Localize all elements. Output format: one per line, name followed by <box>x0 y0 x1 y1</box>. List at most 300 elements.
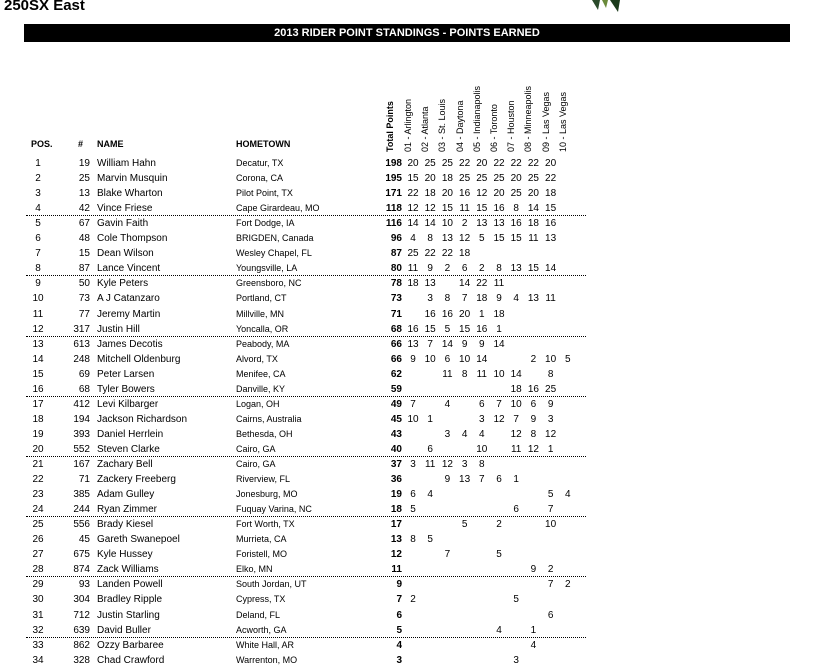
race-points-3: 4 <box>444 398 451 410</box>
race-points-4: 12 <box>459 233 471 245</box>
race-points-2: 22 <box>424 248 436 260</box>
race-points-3: 16 <box>441 308 453 320</box>
rider-name: Ryan Zimmer <box>97 504 158 516</box>
rider-total-points: 40 <box>390 443 402 455</box>
race-points-6: 25 <box>493 173 505 185</box>
race-points-4: 16 <box>459 188 471 200</box>
rider-hometown: Wesley Chapel, FL <box>236 248 312 259</box>
race-points-9: 22 <box>545 173 557 185</box>
table-row <box>0 442 814 457</box>
rider-hometown: Yoncalla, OR <box>236 323 289 334</box>
rider-total-points: 80 <box>390 263 402 275</box>
rider-number: 73 <box>78 293 90 305</box>
race-points-7: 22 <box>510 158 522 169</box>
race-points-9: 18 <box>545 188 557 200</box>
race-points-7: 8 <box>513 203 519 215</box>
race-points-2: 25 <box>424 158 436 169</box>
race-points-5: 22 <box>476 278 488 290</box>
race-points-2: 7 <box>427 338 433 350</box>
race-points-9: 14 <box>545 263 557 275</box>
rider-total-points: 11 <box>391 564 402 576</box>
race-points-6: 22 <box>493 158 505 169</box>
col-head-race-6: 06 - Toronto <box>489 104 499 152</box>
race-points-3: 13 <box>441 233 453 245</box>
rider-hometown: Elko, MN <box>236 564 273 575</box>
race-points-7: 5 <box>513 594 519 606</box>
rider-name: Zack Williams <box>97 564 159 576</box>
race-points-4: 3 <box>461 459 468 470</box>
race-points-2: 9 <box>427 263 433 275</box>
race-points-2: 12 <box>424 203 436 215</box>
table-row <box>0 337 814 352</box>
race-points-3: 6 <box>444 353 451 365</box>
rider-name: Bradley Ripple <box>97 594 163 606</box>
col-head-race-3: 03 - St. Louis <box>437 98 448 152</box>
table-row <box>0 367 814 382</box>
race-points-6: 16 <box>493 203 505 215</box>
race-points-5: 10 <box>476 443 488 455</box>
race-points-6: 2 <box>496 519 502 531</box>
race-points-1: 9 <box>410 353 416 365</box>
table-row <box>0 246 814 261</box>
table-row <box>0 397 814 412</box>
race-points-4: 20 <box>459 308 471 320</box>
race-points-4: 9 <box>461 338 468 350</box>
race-points-2: 20 <box>424 173 436 185</box>
rider-number: 248 <box>73 353 90 365</box>
col-head-race-9: 09 - Las Vegas <box>540 91 551 152</box>
rider-name: William Hahn <box>97 158 156 169</box>
rider-name: Ozzy Barbaree <box>97 639 164 651</box>
rider-number: 19 <box>78 158 90 169</box>
race-points-2: 14 <box>424 218 436 230</box>
rider-number: 45 <box>78 534 90 546</box>
table-row <box>0 608 814 623</box>
table-row <box>0 638 814 653</box>
rider-name: Kyle Hussey <box>97 549 153 561</box>
rider-name: Dean Wilson <box>97 248 154 260</box>
race-points-4: 13 <box>459 474 471 486</box>
rider-total-points: 118 <box>385 203 402 215</box>
race-points-5: 14 <box>476 353 488 365</box>
rider-number: 675 <box>73 549 90 561</box>
rider-position: 34 <box>32 654 44 666</box>
table-row <box>0 502 814 517</box>
race-points-8: 2 <box>530 353 537 365</box>
race-points-5: 18 <box>476 293 488 305</box>
rider-total-points: 195 <box>385 173 402 185</box>
race-points-9: 5 <box>547 489 554 501</box>
rider-number: 25 <box>78 173 90 185</box>
rider-total-points: 198 <box>385 158 402 169</box>
rider-hometown: Cape Girardeau, MO <box>236 203 320 214</box>
race-points-1: 25 <box>407 248 419 260</box>
rider-number: 15 <box>78 248 90 260</box>
race-points-6: 5 <box>496 549 502 561</box>
rider-number: 13 <box>78 188 90 200</box>
race-points-3: 20 <box>441 188 453 200</box>
rider-name: Gareth Swanepoel <box>97 534 180 546</box>
race-points-1: 12 <box>407 203 419 215</box>
rider-name: Chad Crawford <box>97 654 165 666</box>
race-points-8: 6 <box>530 398 537 410</box>
col-head-race-2: 02 - Atlanta <box>420 106 431 152</box>
rider-hometown: Warrenton, MO <box>236 654 298 665</box>
rider-hometown: Fort Dodge, IA <box>236 218 295 229</box>
rider-total-points: 36 <box>390 474 402 486</box>
rider-hometown: Murrieta, CA <box>236 534 287 545</box>
race-points-2: 11 <box>424 459 436 470</box>
rider-hometown: Cypress, TX <box>236 594 286 605</box>
race-points-7: 12 <box>510 428 522 440</box>
race-points-2: 8 <box>427 233 433 245</box>
rider-position: 7 <box>35 248 41 260</box>
race-points-9: 1 <box>547 443 554 455</box>
race-points-9: 10 <box>545 353 557 365</box>
race-points-9: 20 <box>545 158 557 169</box>
table-row <box>0 216 814 231</box>
standings-banner: 2013 RIDER POINT STANDINGS - POINTS EARNED <box>24 24 790 42</box>
race-points-9: 3 <box>547 413 554 425</box>
race-points-2: 1 <box>427 413 433 425</box>
rider-number: 874 <box>73 564 90 576</box>
race-points-7: 7 <box>513 413 519 425</box>
table-row <box>0 156 814 171</box>
race-points-7: 10 <box>510 398 522 410</box>
rider-number: 93 <box>78 579 90 591</box>
race-points-4: 18 <box>459 248 471 260</box>
rider-name: Marvin Musquin <box>97 173 168 185</box>
race-points-7: 16 <box>510 218 522 230</box>
rider-position: 24 <box>32 504 44 516</box>
rider-total-points: 96 <box>390 233 402 245</box>
race-points-7: 13 <box>510 263 522 275</box>
race-points-6: 12 <box>493 413 505 425</box>
rider-number: 412 <box>73 398 90 410</box>
rider-name: Jeremy Martin <box>97 308 161 320</box>
rider-total-points: 171 <box>385 188 402 200</box>
rider-name: Zackery Freeberg <box>97 474 176 486</box>
race-points-3: 11 <box>442 368 453 380</box>
rider-hometown: Peabody, MA <box>236 338 290 349</box>
rider-total-points: 13 <box>390 534 402 546</box>
rider-hometown: Jonesburg, MO <box>236 489 298 500</box>
table-row <box>0 382 814 397</box>
rider-number: 552 <box>73 443 90 455</box>
race-points-2: 13 <box>424 278 436 290</box>
race-points-5: 3 <box>479 413 485 425</box>
rider-position: 9 <box>35 278 41 290</box>
race-points-2: 10 <box>424 353 436 365</box>
race-points-10: 2 <box>565 579 571 591</box>
race-points-6: 1 <box>496 323 502 335</box>
race-points-9: 16 <box>545 218 557 230</box>
race-points-4: 2 <box>461 218 468 230</box>
rider-hometown: Decatur, TX <box>236 158 284 168</box>
race-points-7: 1 <box>513 474 519 486</box>
race-points-4: 5 <box>461 519 468 531</box>
race-points-6: 10 <box>493 368 505 380</box>
table-row <box>0 472 814 487</box>
table-row <box>0 171 814 186</box>
race-points-3: 9 <box>444 474 451 486</box>
race-points-1: 8 <box>410 534 416 546</box>
table-row <box>0 276 814 291</box>
race-points-8: 15 <box>527 263 539 275</box>
rider-hometown: Fuquay Varina, NC <box>236 504 312 515</box>
rider-position: 5 <box>35 218 41 230</box>
race-points-8: 4 <box>530 639 537 651</box>
race-points-4: 8 <box>461 368 468 380</box>
rider-position: 2 <box>35 173 41 185</box>
rider-hometown: Logan, OH <box>236 398 280 409</box>
race-points-9: 13 <box>545 233 557 245</box>
table-row <box>0 577 814 592</box>
rider-number: 328 <box>73 654 90 666</box>
race-points-5: 9 <box>479 338 485 350</box>
rider-number: 48 <box>78 233 90 245</box>
race-points-9: 25 <box>545 383 557 395</box>
rider-position: 6 <box>35 233 41 245</box>
race-points-9: 8 <box>547 368 554 380</box>
race-points-5: 20 <box>476 158 488 169</box>
race-points-8: 9 <box>530 413 537 425</box>
race-points-7: 3 <box>513 654 519 666</box>
race-points-5: 5 <box>479 233 485 245</box>
race-points-6: 13 <box>493 218 505 230</box>
logo-graphic <box>588 0 628 12</box>
rider-position: 4 <box>35 203 41 215</box>
race-points-1: 14 <box>407 218 419 230</box>
race-points-4: 15 <box>459 323 471 335</box>
rider-name: Justin Hill <box>97 323 140 335</box>
rider-number: 167 <box>73 459 90 470</box>
race-points-6: 20 <box>493 188 505 200</box>
rider-total-points: 87 <box>390 248 402 260</box>
race-points-3: 8 <box>444 293 451 305</box>
rider-hometown: Cairo, GA <box>236 443 276 454</box>
rider-hometown: Riverview, FL <box>236 474 291 485</box>
rider-number: 556 <box>73 519 90 531</box>
rider-position: 30 <box>32 594 44 606</box>
rider-position: 27 <box>32 549 44 561</box>
race-points-9: 15 <box>545 203 557 215</box>
race-points-1: 4 <box>410 233 416 245</box>
rider-hometown: Fort Worth, TX <box>236 519 295 530</box>
race-points-8: 16 <box>527 383 539 395</box>
table-row <box>0 186 814 201</box>
rider-name: Levi Kilbarger <box>97 398 159 410</box>
rider-number: 194 <box>73 413 90 425</box>
race-points-2: 4 <box>427 489 433 501</box>
race-points-6: 7 <box>496 398 502 410</box>
col-head-pos: POS. <box>31 139 53 149</box>
rider-total-points: 12 <box>390 549 402 561</box>
rider-name: Zachary Bell <box>97 459 153 470</box>
race-points-1: 5 <box>410 504 416 516</box>
rider-total-points: 45 <box>390 413 402 425</box>
rider-position: 17 <box>32 398 44 410</box>
col-head-hometown: HOMETOWN <box>236 139 291 149</box>
rider-hometown: Foristell, MO <box>236 549 288 560</box>
race-points-5: 6 <box>479 398 485 410</box>
rider-name: David Buller <box>97 624 151 636</box>
rider-number: 244 <box>73 504 90 516</box>
race-points-8: 13 <box>527 293 539 305</box>
rider-hometown: Portland, CT <box>236 293 287 304</box>
race-points-8: 18 <box>527 218 539 230</box>
rider-number: 385 <box>73 489 90 501</box>
race-points-2: 16 <box>424 308 436 320</box>
rider-name: Justin Starling <box>97 609 160 621</box>
race-points-3: 10 <box>441 218 453 230</box>
race-points-9: 12 <box>545 428 557 440</box>
table-row <box>0 547 814 562</box>
race-points-5: 16 <box>476 323 488 335</box>
race-points-7: 20 <box>510 173 522 185</box>
rider-position: 8 <box>35 263 41 275</box>
rider-total-points: 43 <box>390 428 402 440</box>
race-points-7: 18 <box>510 383 522 395</box>
rider-position: 13 <box>32 338 44 350</box>
rider-hometown: Bethesda, OH <box>236 428 293 439</box>
rider-name: Mitchell Oldenburg <box>97 353 181 365</box>
rider-position: 12 <box>32 323 44 335</box>
race-points-9: 10 <box>545 519 557 531</box>
rider-hometown: Greensboro, NC <box>236 278 302 289</box>
race-points-9: 2 <box>547 564 554 576</box>
race-points-9: 7 <box>547 504 554 516</box>
rider-number: 69 <box>78 368 90 380</box>
table-row <box>0 231 814 246</box>
race-points-7: 6 <box>513 504 519 516</box>
race-points-3: 2 <box>444 263 451 275</box>
rider-name: Daniel Herrlein <box>97 428 164 440</box>
race-points-6: 14 <box>493 338 505 350</box>
rider-total-points: 78 <box>390 278 402 290</box>
rider-total-points: 73 <box>390 293 402 305</box>
rider-hometown: BRIGDEN, Canada <box>236 233 314 244</box>
rider-hometown: Alvord, TX <box>236 353 278 364</box>
rider-number: 613 <box>73 338 90 350</box>
race-points-3: 12 <box>441 459 453 470</box>
race-points-6: 18 <box>493 308 505 320</box>
race-points-9: 9 <box>547 398 554 410</box>
race-points-9: 7 <box>547 579 554 591</box>
rider-position: 32 <box>32 624 44 636</box>
table-row <box>0 623 814 638</box>
race-points-7: 15 <box>510 233 522 245</box>
race-points-5: 15 <box>476 203 488 215</box>
race-points-1: 13 <box>407 338 419 350</box>
rider-number: 87 <box>78 263 90 275</box>
rider-total-points: 18 <box>390 504 402 516</box>
race-points-3: 3 <box>444 428 451 440</box>
table-row <box>0 261 814 276</box>
col-head-name: NAME <box>97 139 124 149</box>
race-points-2: 15 <box>424 323 436 335</box>
rider-number: 712 <box>73 609 90 621</box>
rider-position: 3 <box>35 188 41 200</box>
race-points-7: 4 <box>513 293 519 305</box>
rider-total-points: 7 <box>396 594 402 606</box>
rider-name: Kyle Peters <box>97 278 149 290</box>
rider-total-points: 17 <box>390 519 402 531</box>
race-points-6: 11 <box>493 278 505 290</box>
col-head-race-7: 07 - Houston <box>506 100 517 152</box>
race-points-7: 14 <box>510 368 522 380</box>
race-points-6: 9 <box>496 293 502 305</box>
race-points-7: 11 <box>510 443 522 455</box>
rider-total-points: 62 <box>390 368 402 380</box>
table-row <box>0 457 814 472</box>
rider-number: 639 <box>73 624 90 636</box>
rider-position: 19 <box>32 428 44 440</box>
col-head-race-5: 05 - Indianapolis <box>471 85 482 152</box>
rider-name: Steven Clarke <box>97 443 160 455</box>
rider-hometown: Acworth, GA <box>236 624 287 635</box>
race-points-8: 20 <box>527 188 539 200</box>
rider-name: Brady Kiesel <box>97 519 154 531</box>
race-points-7: 25 <box>510 188 522 200</box>
rider-hometown: Youngsville, LA <box>236 263 298 274</box>
rider-position: 16 <box>32 383 44 395</box>
race-points-4: 6 <box>461 263 468 275</box>
rider-name: Jackson Richardson <box>97 413 188 425</box>
race-points-5: 11 <box>476 368 487 380</box>
race-points-1: 10 <box>407 413 419 425</box>
race-points-5: 13 <box>476 218 488 230</box>
rider-total-points: 68 <box>390 323 402 335</box>
race-points-6: 4 <box>496 624 502 636</box>
race-points-6: 6 <box>496 474 502 486</box>
race-points-6: 8 <box>496 263 502 275</box>
race-points-5: 1 <box>479 308 485 320</box>
rider-hometown: Danville, KY <box>236 383 286 394</box>
rider-hometown: White Hall, AR <box>236 639 295 650</box>
rider-hometown: Millville, MN <box>236 308 284 319</box>
race-points-1: 18 <box>407 278 419 290</box>
col-head-race-4: 04 - Daytona <box>454 100 465 152</box>
col-head-race-10: 10 - Las Vegas <box>557 91 568 152</box>
race-points-8: 22 <box>527 158 539 169</box>
race-points-8: 1 <box>530 624 537 636</box>
race-points-1: 2 <box>410 594 416 606</box>
table-row <box>0 532 814 547</box>
race-points-8: 25 <box>527 173 539 185</box>
race-points-5: 7 <box>479 474 485 486</box>
rider-total-points: 4 <box>396 639 402 651</box>
race-points-4: 25 <box>459 173 471 185</box>
race-points-2: 6 <box>427 443 433 455</box>
rider-total-points: 3 <box>396 654 402 666</box>
table-row <box>0 592 814 607</box>
race-points-3: 15 <box>441 203 453 215</box>
rider-total-points: 116 <box>385 218 402 230</box>
rider-hometown: Menifee, CA <box>236 368 286 379</box>
rider-name: Landen Powell <box>97 579 163 591</box>
rider-number: 71 <box>78 474 90 486</box>
table-row <box>0 517 814 532</box>
table-row <box>0 653 814 668</box>
col-head-total: Total Points <box>385 101 395 152</box>
race-points-1: 16 <box>407 323 419 335</box>
rider-number: 862 <box>73 639 90 651</box>
rider-name: Cole Thompson <box>97 233 168 245</box>
rider-position: 18 <box>32 413 44 425</box>
rider-name: Lance Vincent <box>97 263 161 275</box>
table-row <box>0 352 814 367</box>
